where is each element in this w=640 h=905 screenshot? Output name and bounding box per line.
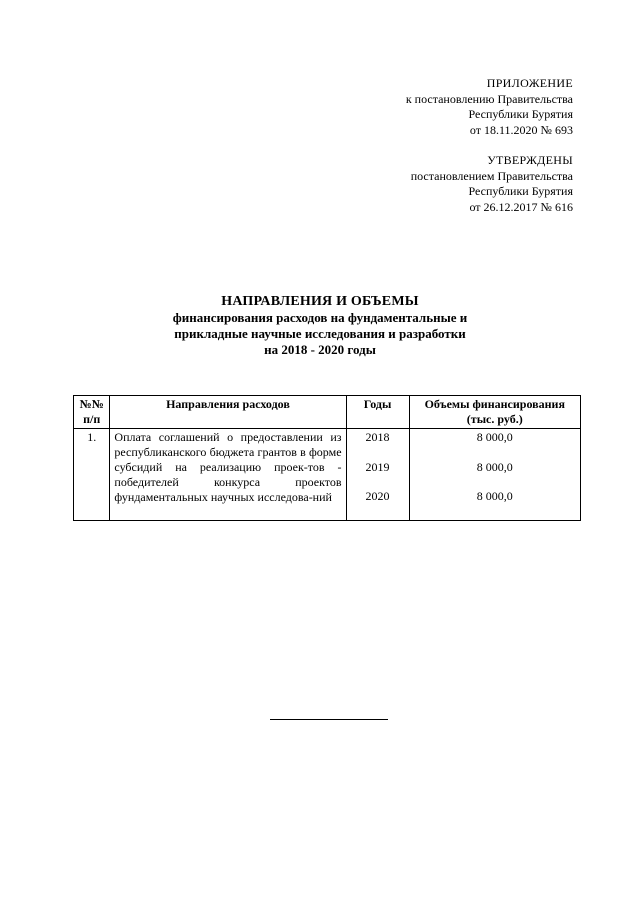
title-line-3: прикладные научные исследования и разработки bbox=[174, 326, 466, 341]
annex-date-line: от 18.11.2020 № 693 bbox=[469, 122, 573, 137]
header-number bbox=[74, 396, 110, 429]
header-volume-line-1: Объемы финансирования bbox=[424, 397, 565, 411]
annex-label: ПРИЛОЖЕНИЕ bbox=[486, 76, 573, 90]
approved-republic-line: Республики Бурятия bbox=[468, 184, 573, 198]
approved-block bbox=[411, 153, 573, 215]
document-title bbox=[0, 294, 640, 358]
header-volume bbox=[409, 396, 580, 429]
year-2019: 2019 bbox=[365, 459, 390, 474]
annex-decree-line: к постановлению Правительства bbox=[405, 91, 573, 106]
volume-2018: 8 000,0 bbox=[476, 430, 513, 444]
header-number-line-2: п/п bbox=[83, 412, 101, 426]
row-volumes bbox=[409, 429, 580, 521]
annex-republic-line: Республики Бурятия bbox=[468, 107, 573, 121]
header-volume-line-2: (тыс. руб.) bbox=[466, 412, 523, 426]
header-direction: Направления расходов bbox=[110, 396, 346, 429]
title-line-2: финансирования расходов на фундаментальные и bbox=[172, 310, 468, 325]
approved-date-line: от 26.12.2017 № 616 bbox=[469, 199, 573, 214]
annex-block bbox=[406, 76, 573, 138]
header-number-line-1: №№ bbox=[79, 397, 104, 411]
approved-label: УТВЕРЖДЕНЫ bbox=[487, 153, 573, 167]
closing-divider bbox=[270, 719, 388, 720]
approved-decree-line: постановлением Правительства bbox=[410, 168, 573, 183]
table-row bbox=[74, 429, 581, 521]
row-direction: Оплата соглашений о предоставлении из республиканского бюджета грантов в форме субсидий на реализацию проек-тов - победителей конкурса проектов фундаментальных научных исследова-ний bbox=[110, 429, 346, 521]
year-2020: 2020 bbox=[365, 489, 390, 503]
financing-table bbox=[73, 395, 581, 521]
header-years: Годы bbox=[346, 396, 409, 429]
year-2018: 2018 bbox=[365, 430, 390, 444]
row-years bbox=[346, 429, 409, 521]
title-line-1: НАПРАВЛЕНИЯ И ОБЪЕМЫ bbox=[221, 294, 419, 309]
volume-2019: 8 000,0 bbox=[476, 459, 513, 474]
title-line-4: на 2018 - 2020 годы bbox=[264, 342, 376, 357]
table-header-row bbox=[74, 396, 581, 429]
volume-2020: 8 000,0 bbox=[476, 489, 513, 503]
row-number: 1. bbox=[74, 429, 110, 521]
